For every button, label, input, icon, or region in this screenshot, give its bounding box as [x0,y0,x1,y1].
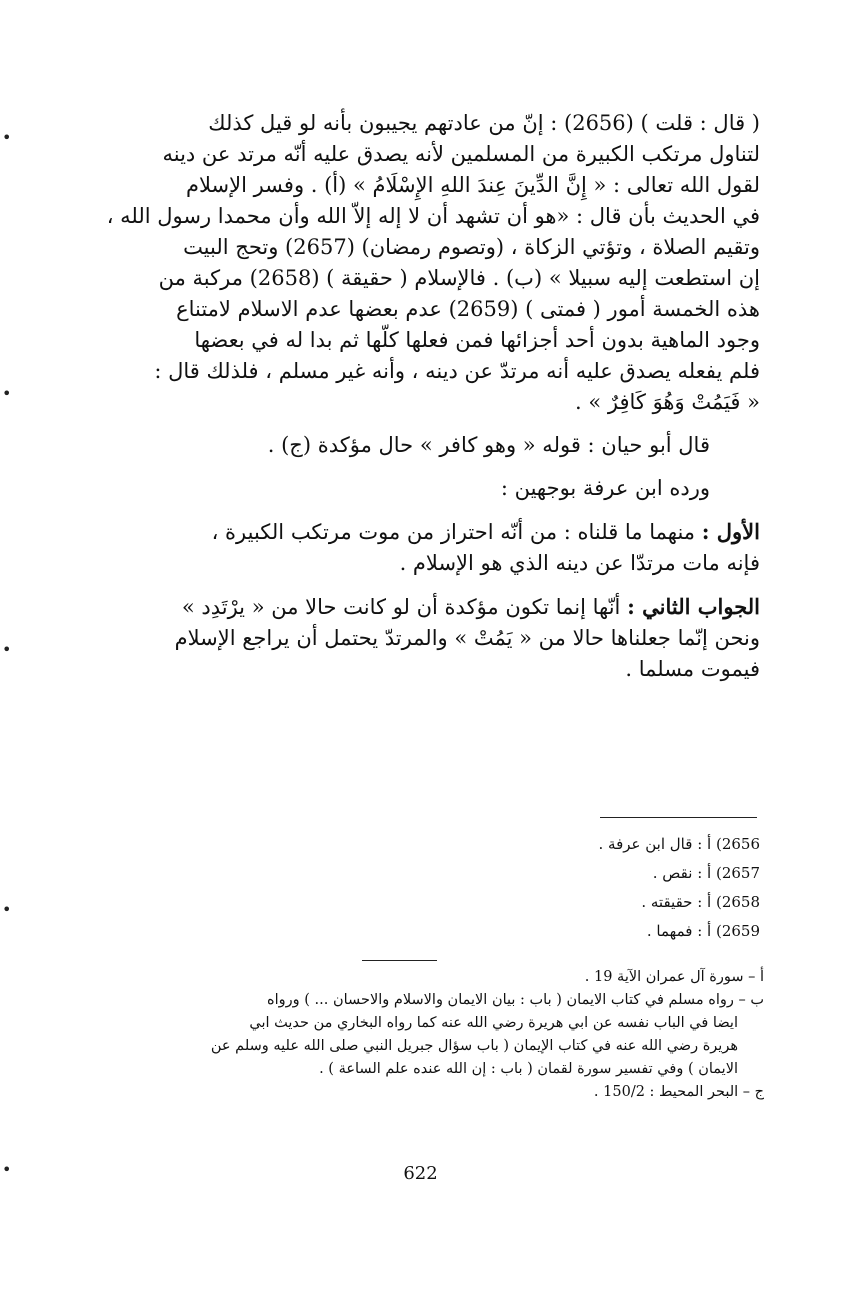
margin-mark: • [2,900,12,919]
reference-divider [362,960,437,961]
text-line: في الحديث بأن قال : «هو أن تشهد أن لا إله إلاّ الله وأن محمدا رسول الله ، [106,204,760,228]
margin-mark: • [2,128,12,147]
text-line: « فَيَمُتْ وَهُوَ كَافِرٌ » . [575,390,760,414]
text-line: هذه الخمسة أمور ( فمتى ) (2659) عدم بعضها عدم الاسلام لامتناع [176,297,760,321]
margin-mark: • [2,384,12,403]
text-line: فإنه مات مرتدّا عن دينه الذي هو الإسلام . [399,551,760,575]
footnote-divider [600,817,757,818]
variant-note: 2658) أ : حقيقته . [641,893,760,911]
first-answer-label: الأول : [701,519,760,544]
page-number: 622 [403,1163,438,1184]
reference-note-b-cont: هريرة رضي الله عنه في كتاب الإيمان ( باب سؤال جبريل النبي صلى الله عليه وسلم عن [210,1038,738,1054]
second-answer-text: أنّها إنما تكون مؤكدة أن لو كانت حالا من « يرْتَدِد » [181,595,628,619]
reference-note-b: ب – رواه مسلم في كتاب الايمان ( باب : بيان الايمان والاسلام والاحسان ... ) ورواه [267,992,764,1008]
reference-note-b-cont: الايمان ) وفي تفسير سورة لقمان ( باب : إن الله عنده علم الساعة ) . [319,1061,738,1077]
text-line: ونحن إنّما جعلناها حالا من « يَمُتْ » والمرتدّ يحتمل أن يراجع الإسلام [174,626,760,650]
text-line: لقول الله تعالى : « إِنَّ الدِّينَ عِندَ اللهِ الإِسْلَامُ » (أ) . وفسر الإسلام [185,173,760,197]
ibn-arafa-paragraph: ورده ابن عرفة بوجهين : [500,476,710,500]
main-text [100,108,760,685]
text-line: وجود الماهية بدون أحد أجزائها فمن فعلها كلّها ثم بدا له في بعضها [194,328,760,352]
text-line: فلم يفعله يصدق عليه أنه مرتدّ عن دينه ، وأنه غير مسلم ، فلذلك قال : [154,359,760,383]
text-line: ( قال : قلت ) (2656) : إنّ من عادتهم يجيبون بأنه لو قيل كذلك [208,111,760,135]
variant-note: 2659) أ : فمهما . [646,922,760,940]
second-answer-line [100,591,760,623]
second-answer-label: الجواب الثاني : [627,594,760,619]
reference-footnotes [88,966,764,1104]
first-answer-line [100,516,760,548]
text-line: لتناول مرتكب الكبيرة من المسلمين لأنه يصدق عليه أنّه مرتد عن دينه [162,142,760,166]
text-line: إن استطعت إليه سبيلا » (ب) . فالإسلام ( حقيقة ) (2658) مركبة من [158,266,760,290]
reference-note-b-cont: ايضا في الباب نفسه عن ابي هريرة رضي الله عنه كما رواه البخاري من حديث ابي [249,1015,738,1031]
variant-footnotes [420,830,760,946]
text-line: فيموت مسلما . [625,657,760,681]
abu-hayyan-paragraph: قال أبو حيان : قوله « وهو كافر » حال مؤكدة (ج) . [267,433,710,457]
text-line: وتقيم الصلاة ، وتؤتي الزكاة ، (وتصوم رمضان) (2657) وتحج البيت [183,235,760,259]
reference-note-c: ج – البحر المحيط : 150/2 . [593,1084,764,1100]
margin-mark: • [2,1160,12,1179]
margin-mark: • [2,640,12,659]
variant-note: 2656) أ : قال ابن عرفة . [598,835,760,853]
first-answer-text: منهما ما قلناه : من أنّه احتراز من موت مرتكب الكبيرة ، [211,520,702,544]
reference-note-a: أ – سورة آل عمران الآية 19 . [584,969,764,985]
variant-note: 2657) أ : نقص . [652,864,760,882]
